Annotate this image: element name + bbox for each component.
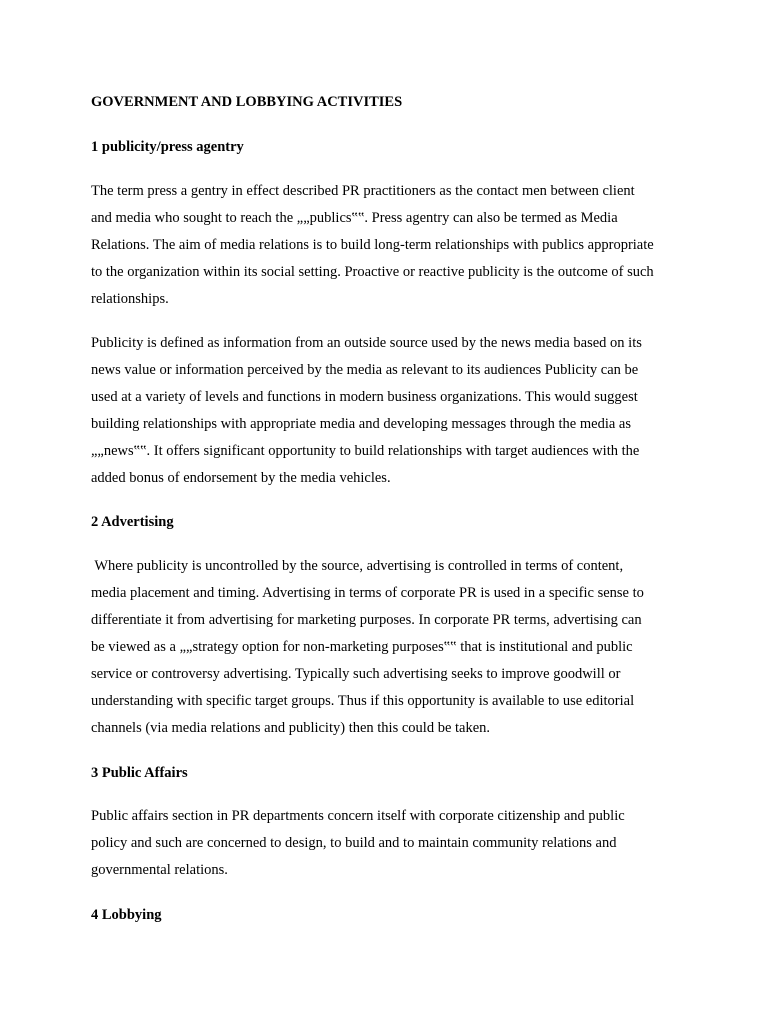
text-line: used at a variety of levels and functions in modern business organizations. This would suggest bbox=[91, 389, 638, 405]
section-heading-public-affairs: 3 Public Affairs bbox=[91, 765, 188, 781]
text-line: be viewed as a „„strategy option for non-marketing purposes‟‟ that is institutional and public bbox=[91, 639, 633, 655]
text-line: to the organization within its social setting. Proactive or reactive publicity is the outcome of such bbox=[91, 264, 654, 280]
paragraph-advertising bbox=[91, 553, 691, 742]
text-line: differentiate it from advertising for marketing purposes. In corporate PR terms, advertising can bbox=[91, 612, 642, 628]
text-line: added bonus of endorsement by the media vehicles. bbox=[91, 470, 391, 486]
text-line: service or controversy advertising. Typically such advertising seeks to improve goodwill or bbox=[91, 666, 621, 682]
section-heading-advertising: 2 Advertising bbox=[91, 514, 174, 530]
text-line: and media who sought to reach the „„publics‟‟. Press agentry can also be termed as Media bbox=[91, 210, 618, 226]
text-line: The term press a gentry in effect described PR practitioners as the contact men between client bbox=[91, 183, 635, 199]
paragraph-press-agentry bbox=[91, 178, 691, 313]
paragraph-public-affairs bbox=[91, 803, 691, 884]
text-line: news value or information perceived by the media as relevant to its audiences Publicity can be bbox=[91, 362, 639, 378]
paragraph-publicity-definition bbox=[91, 330, 691, 492]
text-line: Where publicity is uncontrolled by the source, advertising is controlled in terms of content, bbox=[91, 558, 624, 574]
text-line: channels (via media relations and publicity) then this could be taken. bbox=[91, 720, 491, 736]
text-line: policy and such are concerned to design, to build and to maintain community relations and bbox=[91, 835, 617, 851]
text-line: understanding with specific target groups. Thus if this opportunity is available to use editorial bbox=[91, 693, 635, 709]
text-line: building relationships with appropriate media and developing messages through the media as bbox=[91, 416, 631, 432]
text-line: governmental relations. bbox=[91, 862, 228, 878]
text-line: „„news‟‟. It offers significant opportunity to build relationships with target audiences with the bbox=[91, 443, 640, 459]
text-line: Publicity is defined as information from an outside source used by the news media based on its bbox=[91, 335, 642, 351]
text-line: Public affairs section in PR departments concern itself with corporate citizenship and public bbox=[91, 808, 625, 824]
text-line: Relations. The aim of media relations is to build long-term relationships with publics appropriate bbox=[91, 237, 654, 253]
section-heading-lobbying: 4 Lobbying bbox=[91, 907, 162, 923]
text-line: media placement and timing. Advertising in terms of corporate PR is used in a specific sense to bbox=[91, 585, 644, 601]
text-line: relationships. bbox=[91, 291, 169, 307]
document-title: GOVERNMENT AND LOBBYING ACTIVITIES bbox=[91, 94, 403, 110]
section-heading-publicity: 1 publicity/press agentry bbox=[91, 139, 244, 155]
